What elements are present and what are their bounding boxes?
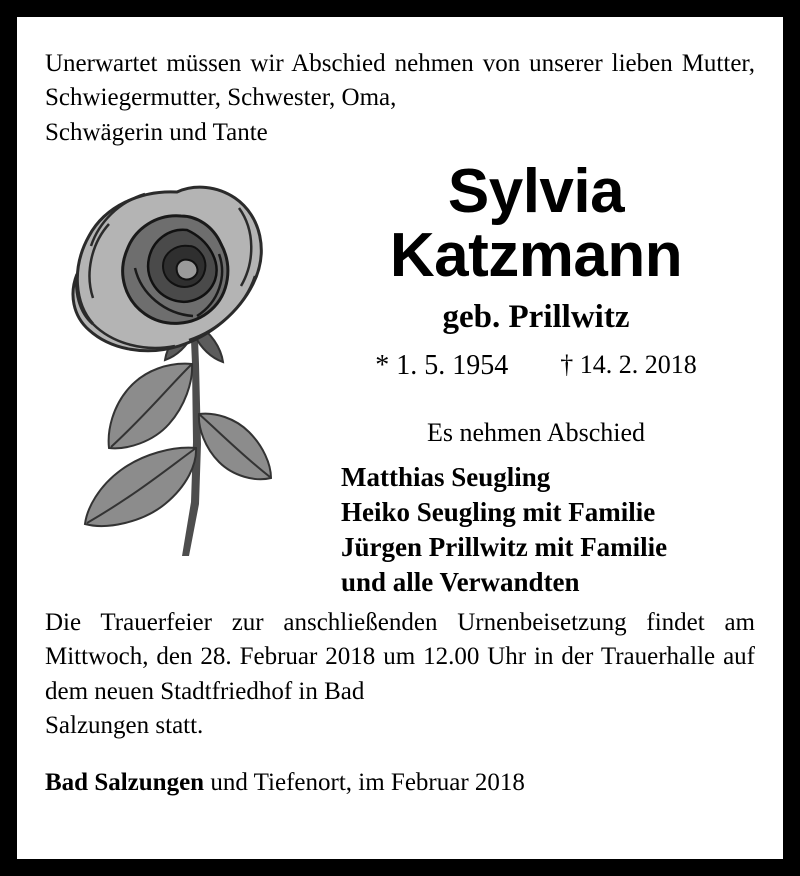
death-date: † 14. 2. 2018 — [560, 349, 697, 379]
list-item: Jürgen Prillwitz mit Familie — [341, 531, 668, 562]
intro-paragraph — [45, 47, 755, 150]
ceremony-text: Die Trauerfeier zur anschließenden Urnenbeisetzung findet am Mittwoch, den 28. Februar 2018 um 12.00 Uhr in der Trauerhalle auf dem neuen Stadtfriedhof in Bad — [45, 609, 755, 705]
mourners-heading: Es nehmen Abschied — [426, 417, 646, 447]
deceased-name-column — [317, 154, 755, 600]
rose-flower-icon — [49, 164, 317, 584]
obituary-frame — [14, 14, 786, 862]
rose-illustration-column — [45, 154, 317, 584]
mourners-list — [317, 460, 755, 600]
place-name: Bad Salzungen — [45, 769, 205, 797]
maiden-name: geb. Prillwitz — [442, 298, 630, 335]
ceremony-last-line: Salzungen statt. — [45, 711, 204, 739]
intro-text: Unerwartet müssen wir Abschied nehmen von unserer lieben Mutter, Schwiegermutter, Schwester, Oma, — [45, 50, 755, 112]
main-content-row — [45, 154, 755, 600]
list-item: und alle Verwandten — [341, 566, 580, 597]
place-rest: und Tiefenort, im Februar 2018 — [204, 769, 525, 797]
deceased-last-name: Katzmann — [389, 221, 683, 291]
life-dates — [317, 350, 755, 382]
intro-last-line: Schwägerin und Tante — [45, 118, 268, 146]
deceased-first-name: Sylvia — [447, 156, 625, 226]
place-and-date-line — [45, 769, 755, 797]
birth-date: * 1. 5. 1954 — [375, 349, 509, 381]
ceremony-paragraph — [45, 606, 755, 743]
list-item: Heiko Seugling mit Familie — [341, 496, 656, 527]
list-item: Matthias Seugling — [341, 461, 551, 492]
